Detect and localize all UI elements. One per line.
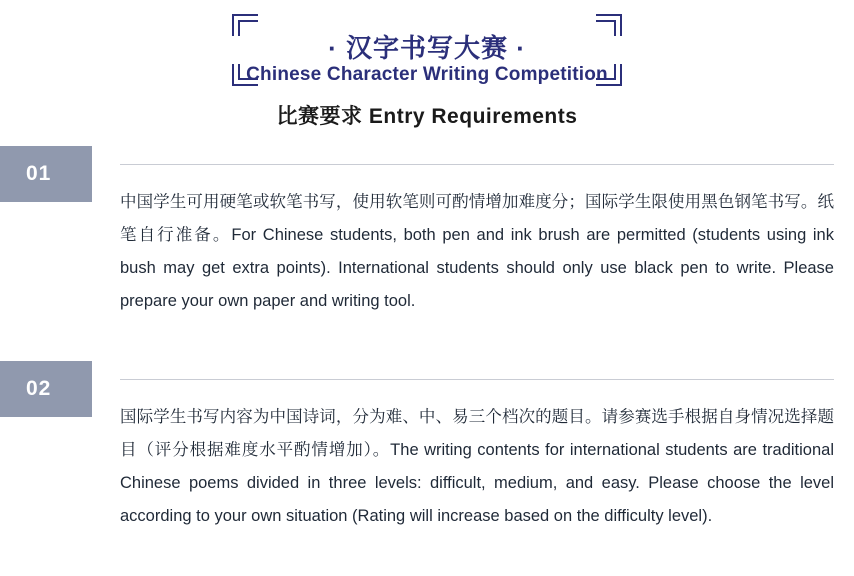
divider-line xyxy=(120,379,834,380)
requirement-number-badge: 01 xyxy=(0,146,92,202)
divider-line xyxy=(120,164,834,165)
title-chinese: · 汉字书写大赛 · xyxy=(328,33,526,63)
section-subtitle: 比赛要求 Entry Requirements xyxy=(276,105,578,128)
requirement-number-badge: 02 xyxy=(0,361,92,417)
requirement-text: 国际学生书写内容为中国诗词，分为难、中、易三个档次的题目。请参赛选手根据自身情况选择题目（评分根据难度水平酌情增加）。The writing contents for international students are traditional Chinese poems divided in three levels: difficult, medium, and easy. Please choose the level according to your own situation (Rating will increase based on the difficulty level). xyxy=(120,408,834,525)
title-english: Chinese Character Writing Competition xyxy=(246,64,608,85)
title-frame xyxy=(232,14,622,86)
requirement-text: 中国学生可用硬笔或软笔书写，使用软笔则可酌情增加难度分；国际学生限使用黑色钢笔书写。纸笔自行准备。For Chinese students, both pen and ink brush are permitted (students using ink bush may get extra points). International students should only use black pen to write. Please prepare your own paper and writing tool. xyxy=(120,193,834,310)
document-header xyxy=(0,0,854,128)
